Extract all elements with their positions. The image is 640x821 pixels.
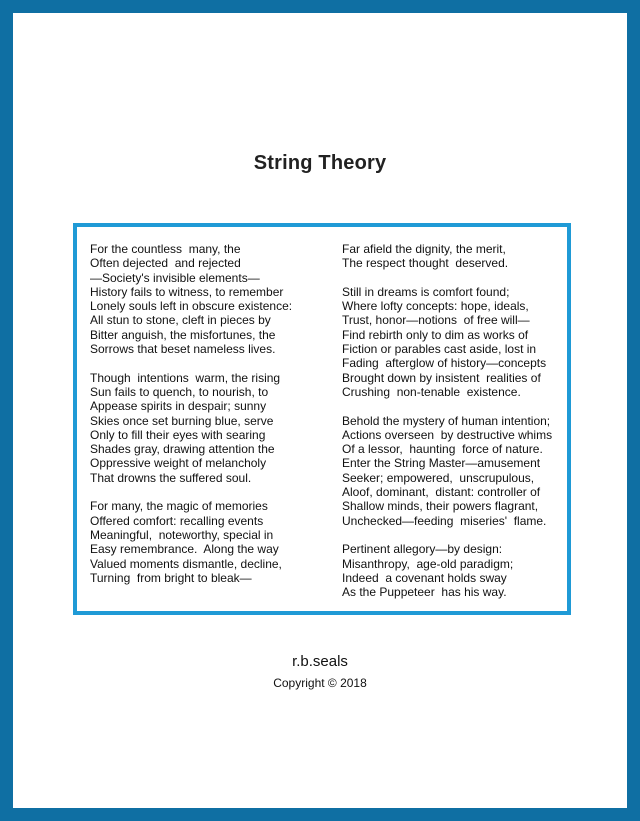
poem-line: Trust, honor—notions of free will—	[342, 313, 530, 328]
copyright-notice: Copyright © 2018	[273, 676, 367, 690]
poem-line: Turning from bright to bleak—	[90, 570, 252, 585]
poem-line: Behold the mystery of human intention;	[342, 413, 551, 428]
poem-box	[73, 223, 571, 615]
poem-stanza	[90, 371, 292, 485]
poem-stanza	[342, 542, 552, 599]
poem-line: Pertinent allegory—by design:	[342, 542, 503, 557]
poem-line: Far afield the dignity, the merit,	[342, 242, 506, 256]
poem-column-left	[90, 242, 292, 585]
poem-stanza	[90, 242, 292, 356]
poem-line: Meaningful, noteworthy, special in	[90, 527, 274, 542]
poem-line: Find rebirth only to dim as works of	[342, 327, 529, 342]
poem-line: Brought down by insistent realities of	[342, 370, 541, 385]
poem-line: All stun to stone, cleft in pieces by	[90, 313, 271, 328]
poem-line: Sun fails to quench, to nourish, to	[90, 384, 269, 399]
poem-line: That drowns the suffered soul.	[90, 470, 252, 485]
poem-line: Crushing non-tenable existence.	[342, 384, 521, 399]
poem-stanza	[342, 285, 552, 399]
poem-column-right	[342, 242, 552, 599]
poem-line: Fiction or parables cast aside, lost in	[342, 342, 537, 357]
poem-line: History fails to witness, to remember	[90, 284, 284, 299]
poem-line: Where lofty concepts: hope, ideals,	[342, 299, 529, 314]
poem-line: Shades gray, drawing attention the	[90, 442, 275, 457]
poem-line: Often dejected and rejected	[90, 256, 241, 271]
poem-line: For the countless many, the	[90, 242, 241, 256]
poem-stanza	[342, 414, 552, 528]
poem-line: —Society's invisible elements—	[90, 270, 260, 285]
poem-line: Fading afterglow of history—concepts	[342, 356, 547, 371]
poem-line: The respect thought deserved.	[342, 256, 509, 271]
poem-line: Only to fill their eyes with searing	[90, 427, 266, 442]
poem-line: Unchecked—feeding miseries' flame.	[342, 513, 547, 528]
poem-line: Lonely souls left in obscure existence:	[90, 299, 293, 314]
poem-stanza	[342, 242, 552, 271]
poem-line: Sorrows that beset nameless lives.	[90, 342, 276, 357]
poem-line: For many, the magic of memories	[90, 499, 268, 514]
poem-line: Though intentions warm, the rising	[90, 370, 281, 385]
poem-line: Indeed a covenant holds sway	[342, 570, 507, 585]
poem-line: Actions overseen by destructive whims	[342, 427, 553, 442]
poem-line: Offered comfort: recalling events	[90, 513, 264, 528]
poem-line: Of a lessor, haunting force of nature.	[342, 442, 543, 457]
poem-line: Bitter anguish, the misfortunes, the	[90, 327, 276, 342]
poem-line: Oppressive weight of melancholy	[90, 456, 267, 471]
poem-line: Seeker; empowered, unscrupulous,	[342, 470, 535, 485]
poem-line: Misanthropy, age-old paradigm;	[342, 556, 514, 571]
poem-line: Aloof, dominant, distant: controller of	[342, 485, 541, 500]
poem-line: Valued moments dismantle, decline,	[90, 556, 282, 571]
poem-line: Skies once set burning blue, serve	[90, 413, 274, 428]
poem-line: Easy remembrance. Along the way	[90, 542, 279, 557]
poem-line: Enter the String Master—amusement	[342, 456, 541, 471]
poem-line: As the Puppeteer has his way.	[342, 585, 507, 600]
author-name: r.b.seals	[292, 653, 348, 670]
poem-line: Still in dreams is comfort found;	[342, 284, 510, 299]
poem-title: String Theory	[253, 152, 387, 174]
poem-line: Shallow minds, their powers flagrant,	[342, 499, 539, 514]
poem-line: Appease spirits in despair; sunny	[90, 399, 267, 414]
poem-stanza	[90, 499, 292, 585]
